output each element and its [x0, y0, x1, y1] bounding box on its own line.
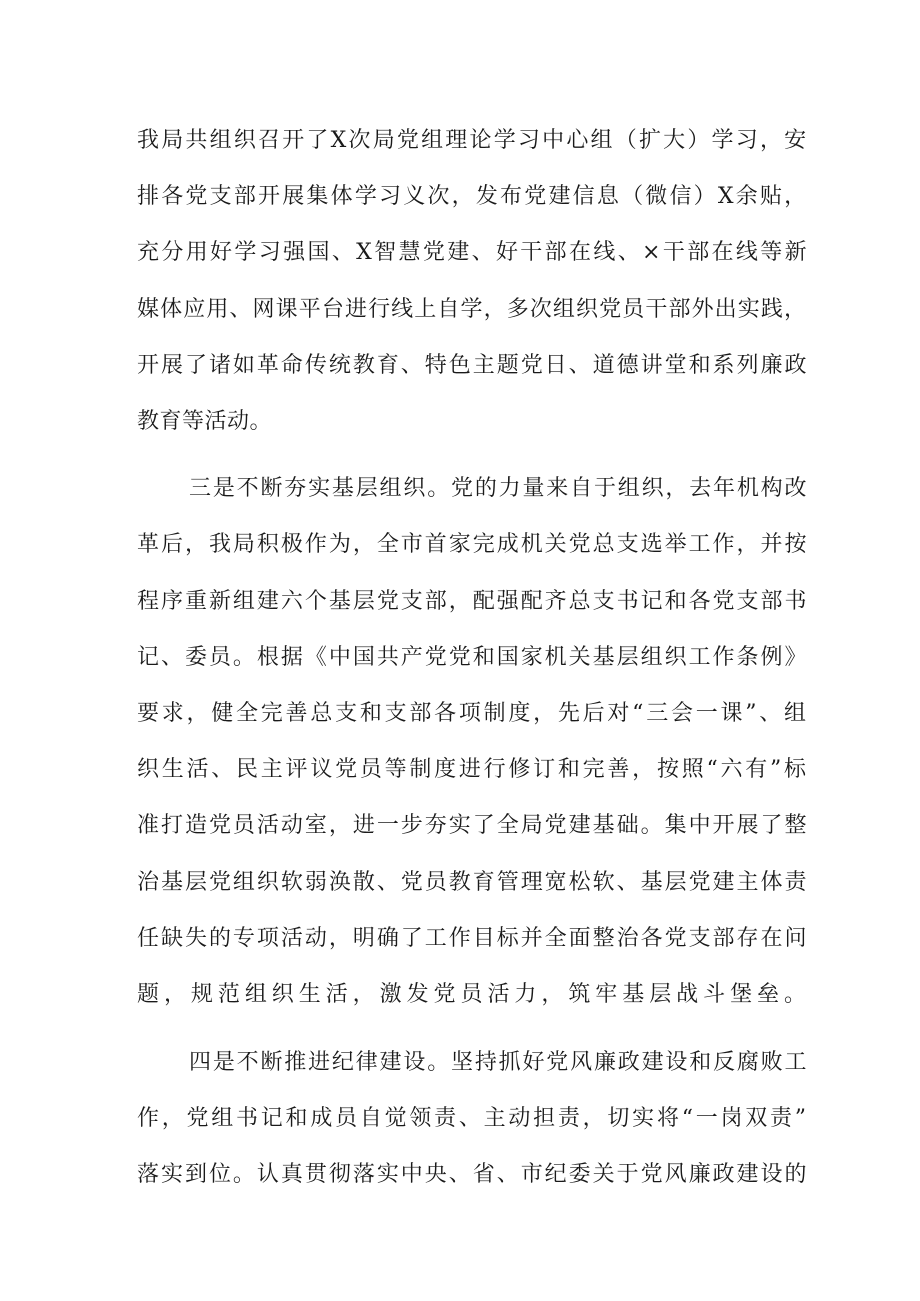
paragraph-line: 教育等活动。 — [137, 409, 273, 434]
paragraph-line: 任缺失的专项活动，明确了工作目标并全面整治各党支部存在问 — [137, 926, 809, 951]
paragraph-line: 记、委员。根据《中国共产党党和国家机关基层组织工作条例》 — [137, 645, 809, 670]
paragraph-line: 作，党组书记和成员自觉领责、主动担责，切实将“一岗双责” — [137, 1106, 809, 1131]
paragraph-line: 题，规范组织生活，激发党员活力，筑牢基层战斗堡垒。 — [137, 982, 811, 1007]
paragraph-line: 排各党支部开展集体学习义次，发布党建信息（微信）X余贴， — [137, 184, 809, 209]
paragraph-line: 程序重新组建六个基层党支部，配强配齐总支书记和各党支部书 — [137, 589, 809, 614]
paragraph-line: 要求，健全完善总支和支部各项制度，先后对“三会一课”、组 — [137, 701, 809, 726]
paragraph-line: 落实到位。认真贯彻落实中央、省、市纪委关于党风廉政建设的 — [137, 1162, 809, 1187]
paragraph-line: 革后，我局积极作为，全市首家完成机关党总支选举工作，并按 — [137, 532, 809, 557]
paragraph-line: 三是不断夯实基层组织。党的力量来自于组织，去年机构改 — [189, 476, 809, 501]
paragraph-line: 开展了诸如革命传统教育、特色主题党日、道德讲堂和系列廉政 — [137, 353, 809, 378]
paragraph-line: 准打造党员活动室，进一步夯实了全局党建基础。集中开展了整 — [137, 813, 809, 838]
paragraph-line: 治基层党组织软弱涣散、党员教育管理宽松软、基层党建主体责 — [137, 870, 809, 895]
paragraph-line: 四是不断推进纪律建设。坚持抓好党风廉政建设和反腐败工 — [189, 1050, 809, 1075]
paragraph-line: 织生活、民主评议党员等制度进行修订和完善，按照“六有”标 — [137, 757, 809, 782]
paragraph-line: 媒体应用、网课平台进行线上自学，多次组织党员干部外出实践， — [137, 297, 808, 322]
paragraph-line: 充分用好学习强国、X智慧党建、好干部在线、×干部在线等新 — [137, 240, 809, 265]
paragraph-line: 我局共组织召开了X次局党组理论学习中心组（扩大）学习，安 — [137, 128, 809, 153]
